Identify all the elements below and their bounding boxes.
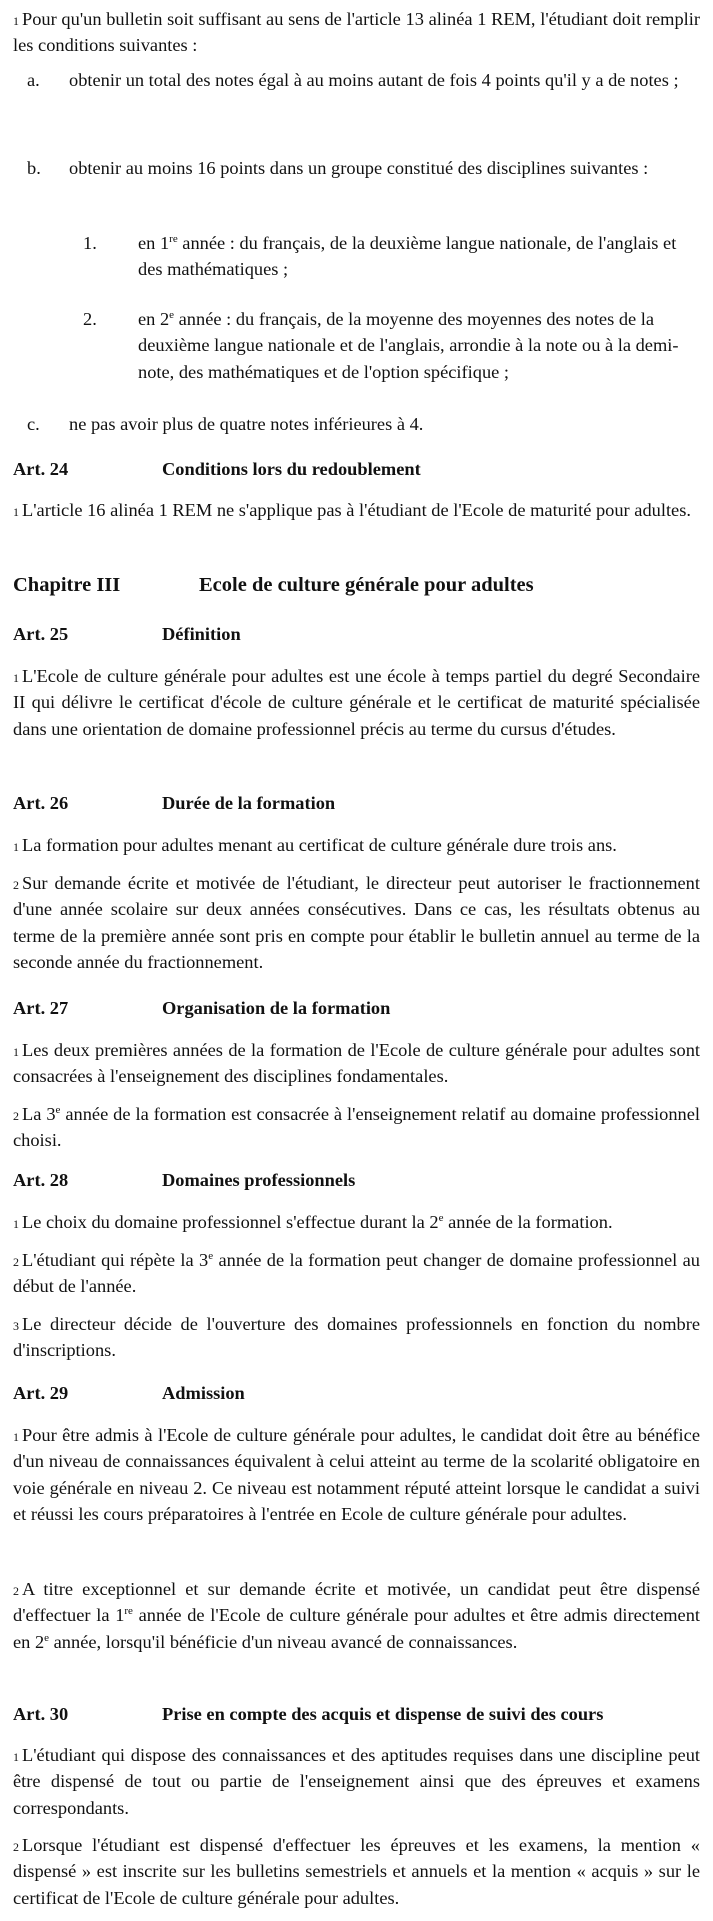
intro-paragraph: [13, 6, 700, 59]
article-number: Art. 30: [13, 1704, 69, 1724]
art29-paragraph-1: $^1$ Pour être admis à l'Ecole de culture générale pour adultes, le candidat doit être au bénéfice d'un niveau de connaissances équivalent à celui atteint au terme de la scolarité obligatoire en voie générale en niveau 2. Ce niveau est notamment réputé atteint lorsque le candidat a suivi et réussi les cours préparatoires à l'entrée en Ecole de culture générale pour adultes.: [13, 1425, 700, 1524]
art28-paragraph-2: $^2$ L'étudiant qui répète la 3e année de la formation peut changer de domaine professionnel au début de l'année.: [13, 1249, 700, 1297]
article-number: Art. 24: [13, 459, 69, 479]
list-text: ne pas avoir plus de quatre notes inférieures à 4.: [69, 414, 424, 434]
list-text: obtenir au moins 16 points dans un groupe constitué des disciplines suivantes :: [69, 158, 649, 178]
paragraph-number: 1: [13, 14, 19, 28]
art28-paragraph-1: $^1$ Le choix du domaine professionnel s'effectue durant la 2e année de la formation.: [13, 1211, 613, 1232]
list-marker: 2.: [83, 309, 97, 329]
art30-paragraph-2: $^2$ Lorsque l'étudiant est dispensé d'effectuer les épreuves et les examens, la mention « dispensé » est inscrite sur les bulletins semestriels et annuels et la mention « acquis » sur le certificat de l'Ecole de culture générale pour adultes.: [13, 1835, 700, 1908]
article-title: Domaines professionnels: [162, 1170, 356, 1190]
chapter-title: Ecole de culture générale pour adultes: [199, 574, 534, 596]
article-title: Admission: [162, 1383, 245, 1403]
article-number: Art. 26: [13, 793, 69, 813]
article-number: Art. 29: [13, 1383, 69, 1403]
list-item-b: [27, 155, 660, 181]
list-marker: 1.: [83, 233, 97, 253]
article-number: Art. 25: [13, 624, 69, 644]
article-number: Art. 27: [13, 998, 69, 1018]
list-marker: a.: [27, 70, 40, 90]
art28-paragraph-3: $^3$ Le directeur décide de l'ouverture des domaines professionnels en fonction du nombre d'inscriptions.: [13, 1314, 700, 1361]
list-text: obtenir un total des notes égal à au moins autant de fois 4 points qu'il y a de notes ;: [69, 70, 679, 90]
article-title: Prise en compte des acquis et dispense de suivi des cours: [162, 1704, 604, 1724]
list-marker: c.: [27, 414, 40, 434]
list-text: en 1re année : du français, de la deuxième langue nationale, de l'anglais et des mathématiques ;: [138, 232, 677, 280]
art24-paragraph-1: $^1$ L'article 16 alinéa 1 REM ne s'applique pas à l'étudiant de l'Ecole de maturité pour adultes.: [13, 500, 691, 520]
list-item-c: [27, 411, 700, 437]
list-item-a: [27, 67, 700, 93]
art25-paragraph-1: $^1$ L'Ecole de culture générale pour adultes est une école à temps partiel du degré Secondaire II qui délivre le certificat d'école de culture générale et le certificat de maturité spécialisée dans une orientation de domaine professionnel précis au terme du cursus d'études.: [13, 666, 700, 739]
sublist-item-2: [83, 306, 700, 385]
art27-paragraph-1: $^1$ Les deux premières années de la formation de l'Ecole de culture générale pour adultes sont consacrées à l'enseignement des disciplines fondamentales.: [13, 1040, 700, 1087]
sublist-item-1: [83, 230, 700, 283]
article-title: Conditions lors du redoublement: [162, 459, 421, 479]
article-title: Définition: [162, 624, 241, 644]
art27-paragraph-2: $^2$ La 3e année de la formation est consacrée à l'enseignement relatif au domaine professionnel choisi.: [13, 1103, 700, 1151]
list-marker: b.: [27, 158, 41, 178]
chapter-number: Chapitre III: [13, 574, 121, 596]
art26-paragraph-1: $^1$ La formation pour adultes menant au certificat de culture générale dure trois ans.: [13, 835, 617, 855]
article-number: Art. 28: [13, 1170, 69, 1190]
art30-paragraph-1: $^1$ L'étudiant qui dispose des connaissances et des aptitudes requises dans une discipline peut être dispensé de tout ou partie de l'enseignement ainsi que des épreuves et examens correspondants.: [13, 1745, 700, 1818]
art26-paragraph-2: $^2$ Sur demande écrite et motivée de l'étudiant, le directeur peut autoriser le fractionnement d'une année scolaire sur deux années consécutives. Dans ce cas, les résultats obtenus au terme de la première année sont pris en compte pour établir le bulletin annuel au terme de la seconde année du fractionnement.: [13, 873, 700, 972]
article-title: Organisation de la formation: [162, 998, 391, 1018]
article-title: Durée de la formation: [162, 793, 336, 813]
paragraph-text: Pour qu'un bulletin soit suffisant au sens de l'article 13 alinéa 1 REM, l'étudiant doit remplir les conditions suivantes :: [13, 9, 700, 56]
list-text: en 2e année : du français, de la moyenne des moyennes des notes de la deuxième langue nationale et de l'anglais, arrondie à la note ou à la demi-note, des mathématiques et de l'option spécifique ;: [138, 308, 679, 382]
art29-paragraph-2: $^2$ A titre exceptionnel et sur demande écrite et motivée, un candidat peut être dispensé d'effectuer la 1re année de l'Ecole de culture générale pour adultes et être admis directement en 2e année, lorsqu'il bénéficie d'un niveau avancé de connaissances.: [13, 1579, 700, 1652]
